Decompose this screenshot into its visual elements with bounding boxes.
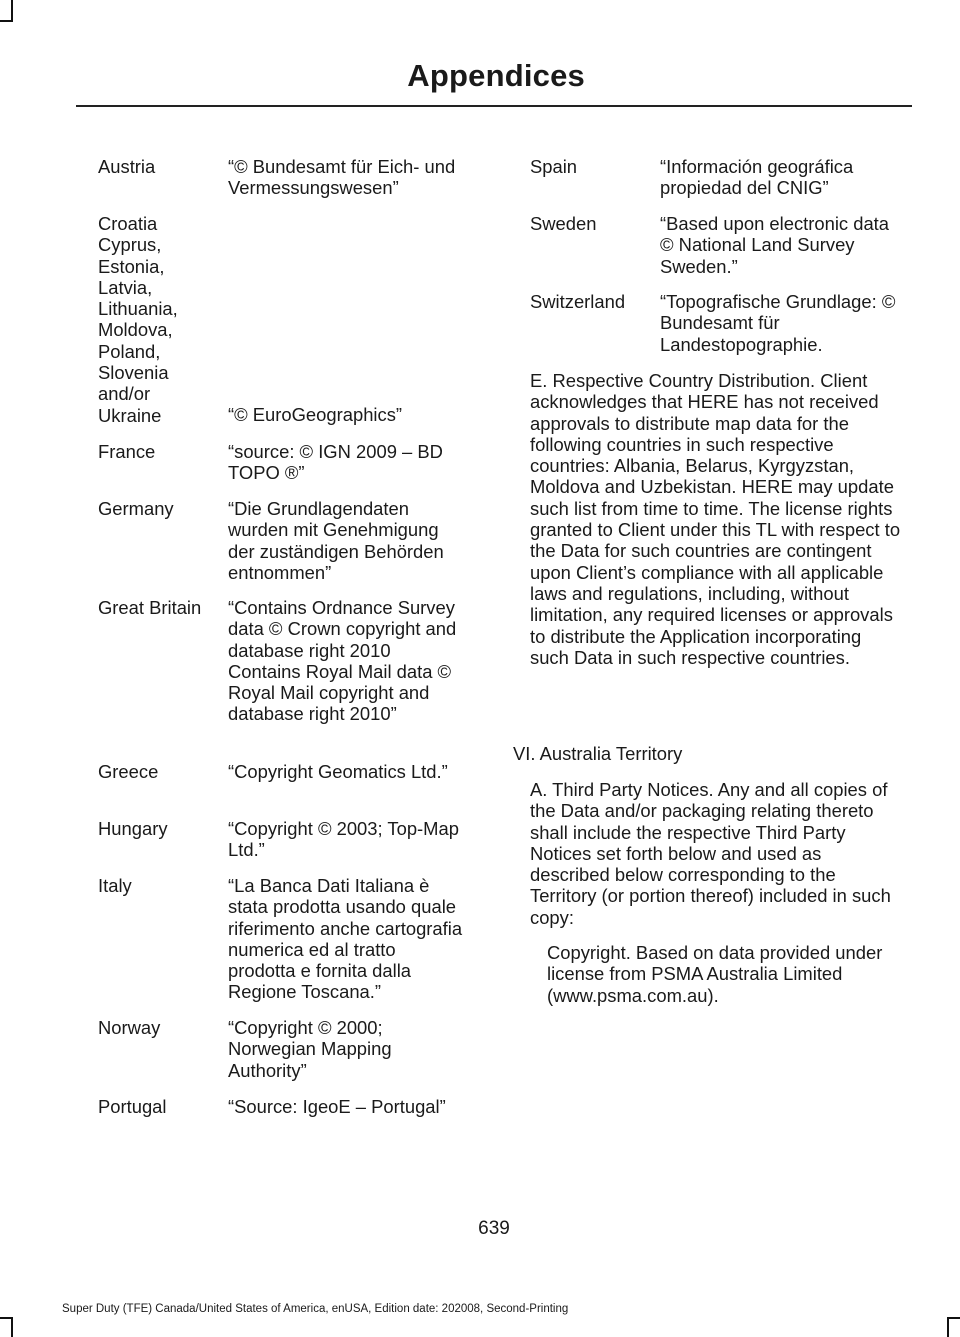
crop-mark bbox=[0, 1317, 13, 1319]
third-party-paragraph: A. Third Party Notices. Any and all copies of the Data and/or packaging relating thereto shall include the respective Third Party Notices set forth below and used as described below corresponding to the Territory (or portion thereof) included in such copy: bbox=[530, 779, 891, 928]
notice-text: “Información geográfica propiedad del CNIG” bbox=[660, 156, 854, 199]
crop-mark bbox=[947, 1317, 949, 1337]
country-label: Hungary bbox=[98, 818, 168, 839]
country-label: Germany bbox=[98, 498, 174, 519]
country-label: Spain bbox=[530, 156, 578, 177]
notice-text: “Source: IgeoE – Portugal” bbox=[228, 1096, 446, 1117]
crop-mark bbox=[11, 0, 13, 20]
country-label: Great Britain bbox=[98, 597, 202, 618]
country-label: Greece bbox=[98, 761, 159, 782]
country-label: Austria bbox=[98, 156, 156, 177]
notice-text: “Copyright © 2000; Norwegian Mapping Authority” bbox=[228, 1017, 392, 1081]
country-label: Switzerland bbox=[530, 291, 626, 312]
page-title: Appendices bbox=[407, 58, 585, 93]
country-label: France bbox=[98, 441, 156, 462]
notice-text: “Copyright Geomatics Ltd.” bbox=[228, 761, 448, 782]
footer-text: Super Duty (TFE) Canada/United States of America, enUSA, Edition date: 202008, Second-Printing bbox=[62, 1303, 569, 1315]
distribution-paragraph: E. Respective Country Distribution. Client acknowledges that HERE has not received approvals to distribute map data for the following countries in such respective countries: Albania, Belarus, Kyrgyzstan, Moldova and Uzbekistan. HERE may update such list from time to time. The license rights granted to Client under this TL with respect to the Data for such countries are contingent upon Client’s compliance with all applicable laws and regulations, including, without limitation, any required licenses or approvals to distribute the Application incorporating such Data in such respective countries. bbox=[530, 370, 901, 668]
notice-text: “Contains Ordnance Survey data © Crown copyright and database right 2010 Contains Royal Mail data © Royal Mail copyright and database right 2010” bbox=[228, 597, 457, 725]
notice-text: “Based upon electronic data © National Land Survey Sweden.” bbox=[660, 213, 890, 277]
country-label: Norway bbox=[98, 1017, 161, 1038]
section-heading: VI. Australia Territory bbox=[513, 743, 683, 764]
crop-mark bbox=[947, 1317, 960, 1319]
country-label: Italy bbox=[98, 875, 132, 896]
country-label: Croatia Cyprus, Estonia, Latvia, Lithuania, Moldova, Poland, Slovenia and/or Ukraine bbox=[98, 213, 178, 426]
notice-text: “Copyright © 2003; Top-Map Ltd.” bbox=[228, 818, 459, 861]
notice-text: “Die Grundlagendaten wurden mit Genehmigung der zuständigen Behörden entnommen” bbox=[228, 498, 444, 583]
page-number: 639 bbox=[478, 1218, 510, 1239]
notice-text: “© Bundesamt für Eich- und Vermessungswesen” bbox=[228, 156, 456, 199]
notice-text: “source: © IGN 2009 – BD TOPO ®” bbox=[228, 441, 443, 484]
country-label: Sweden bbox=[530, 213, 597, 234]
country-label: Portugal bbox=[98, 1096, 167, 1117]
crop-mark bbox=[11, 1317, 13, 1337]
header-rule bbox=[76, 105, 912, 107]
crop-mark bbox=[0, 20, 13, 22]
notice-text: “© EuroGeographics” bbox=[228, 404, 403, 425]
copyright-paragraph: Copyright. Based on data provided under license from PSMA Australia Limited (www.psma.com.au). bbox=[547, 942, 883, 1006]
notice-text: “La Banca Dati Italiana è stata prodotta usando quale riferimento anche cartografia numerica ed al tratto prodotta e fornita dalla Regione Toscana.” bbox=[228, 875, 463, 1003]
notice-text: “Topografische Grundlage: © Bundesamt für Landestopographie. bbox=[660, 291, 896, 355]
